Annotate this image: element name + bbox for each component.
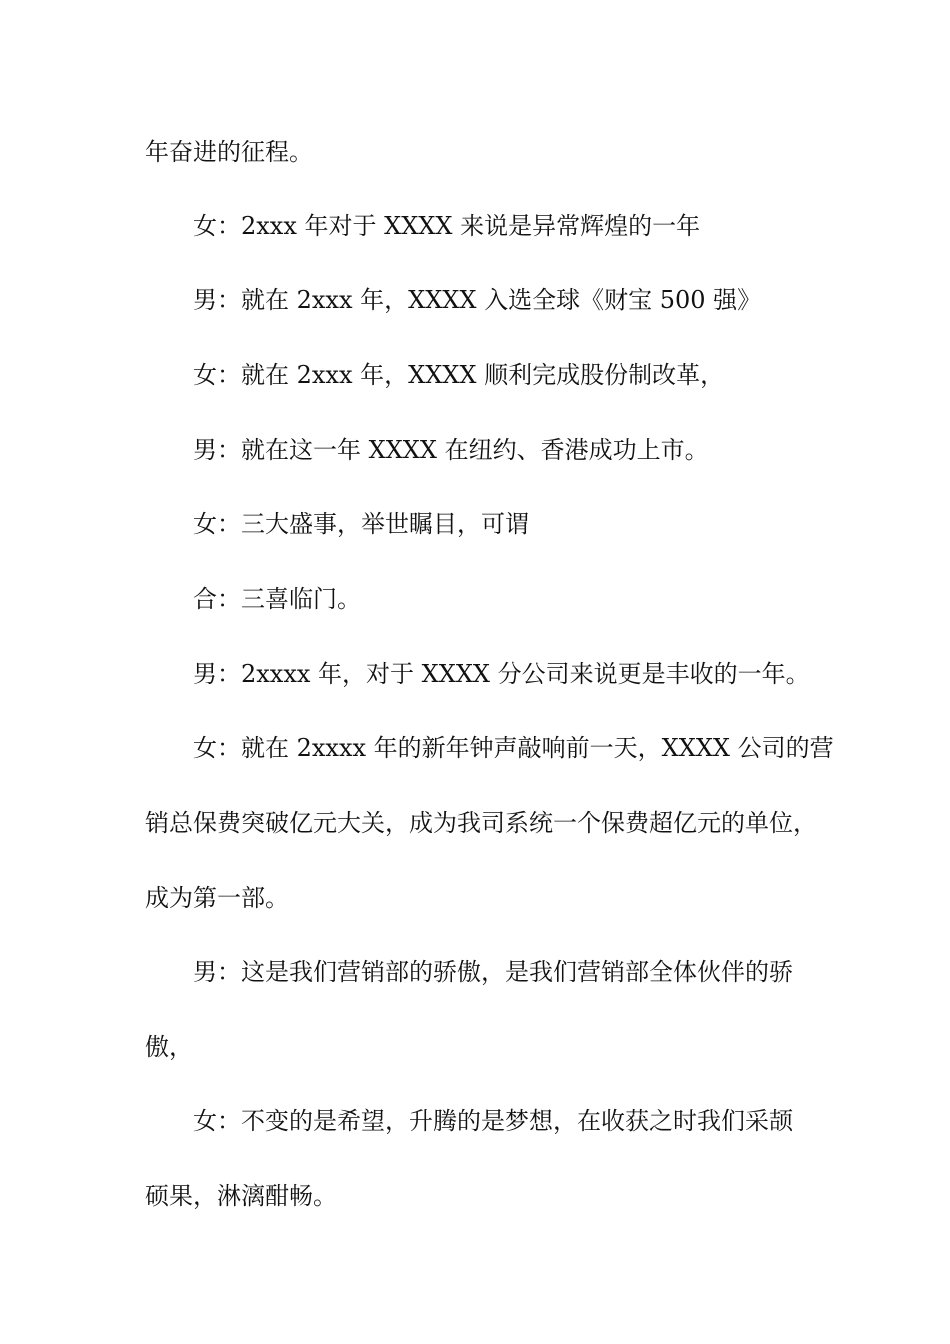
text-line: 女：不变的是希望，升腾的是梦想，在收获之时我们采颉 <box>193 1107 793 1135</box>
text-line: 男：就在 2xxx 年，XXXX 入选全球《财宝 500 强》 <box>193 286 762 314</box>
text-line: 女：就在 2xxxx 年的新年钟声敲响前一天，XXXX 公司的营 <box>193 734 834 762</box>
text-line: 成为第一部。 <box>145 884 289 912</box>
text-line: 女：就在 2xxx 年，XXXX 顺利完成股份制改革， <box>193 361 725 389</box>
text-line: 男：2xxxx 年，对于 XXXX 分公司来说更是丰收的一年。 <box>193 660 810 688</box>
text-line: 男：这是我们营销部的骄傲，是我们营销部全体伙伴的骄 <box>193 958 793 986</box>
text-line: 傲， <box>145 1033 193 1061</box>
text-line: 女：2xxx 年对于 XXXX 来说是异常辉煌的一年 <box>193 212 701 240</box>
text-line: 年奋进的征程。 <box>145 138 313 166</box>
text-line: 男：就在这一年 XXXX 在纽约、香港成功上市。 <box>193 436 709 464</box>
text-line: 女：三大盛事，举世瞩目，可谓 <box>193 510 529 538</box>
text-line: 合：三喜临门。 <box>193 585 361 613</box>
text-line: 销总保费突破亿元大关，成为我司系统一个保费超亿元的单位， <box>145 809 817 837</box>
text-line: 硕果，淋漓酣畅。 <box>145 1182 337 1210</box>
